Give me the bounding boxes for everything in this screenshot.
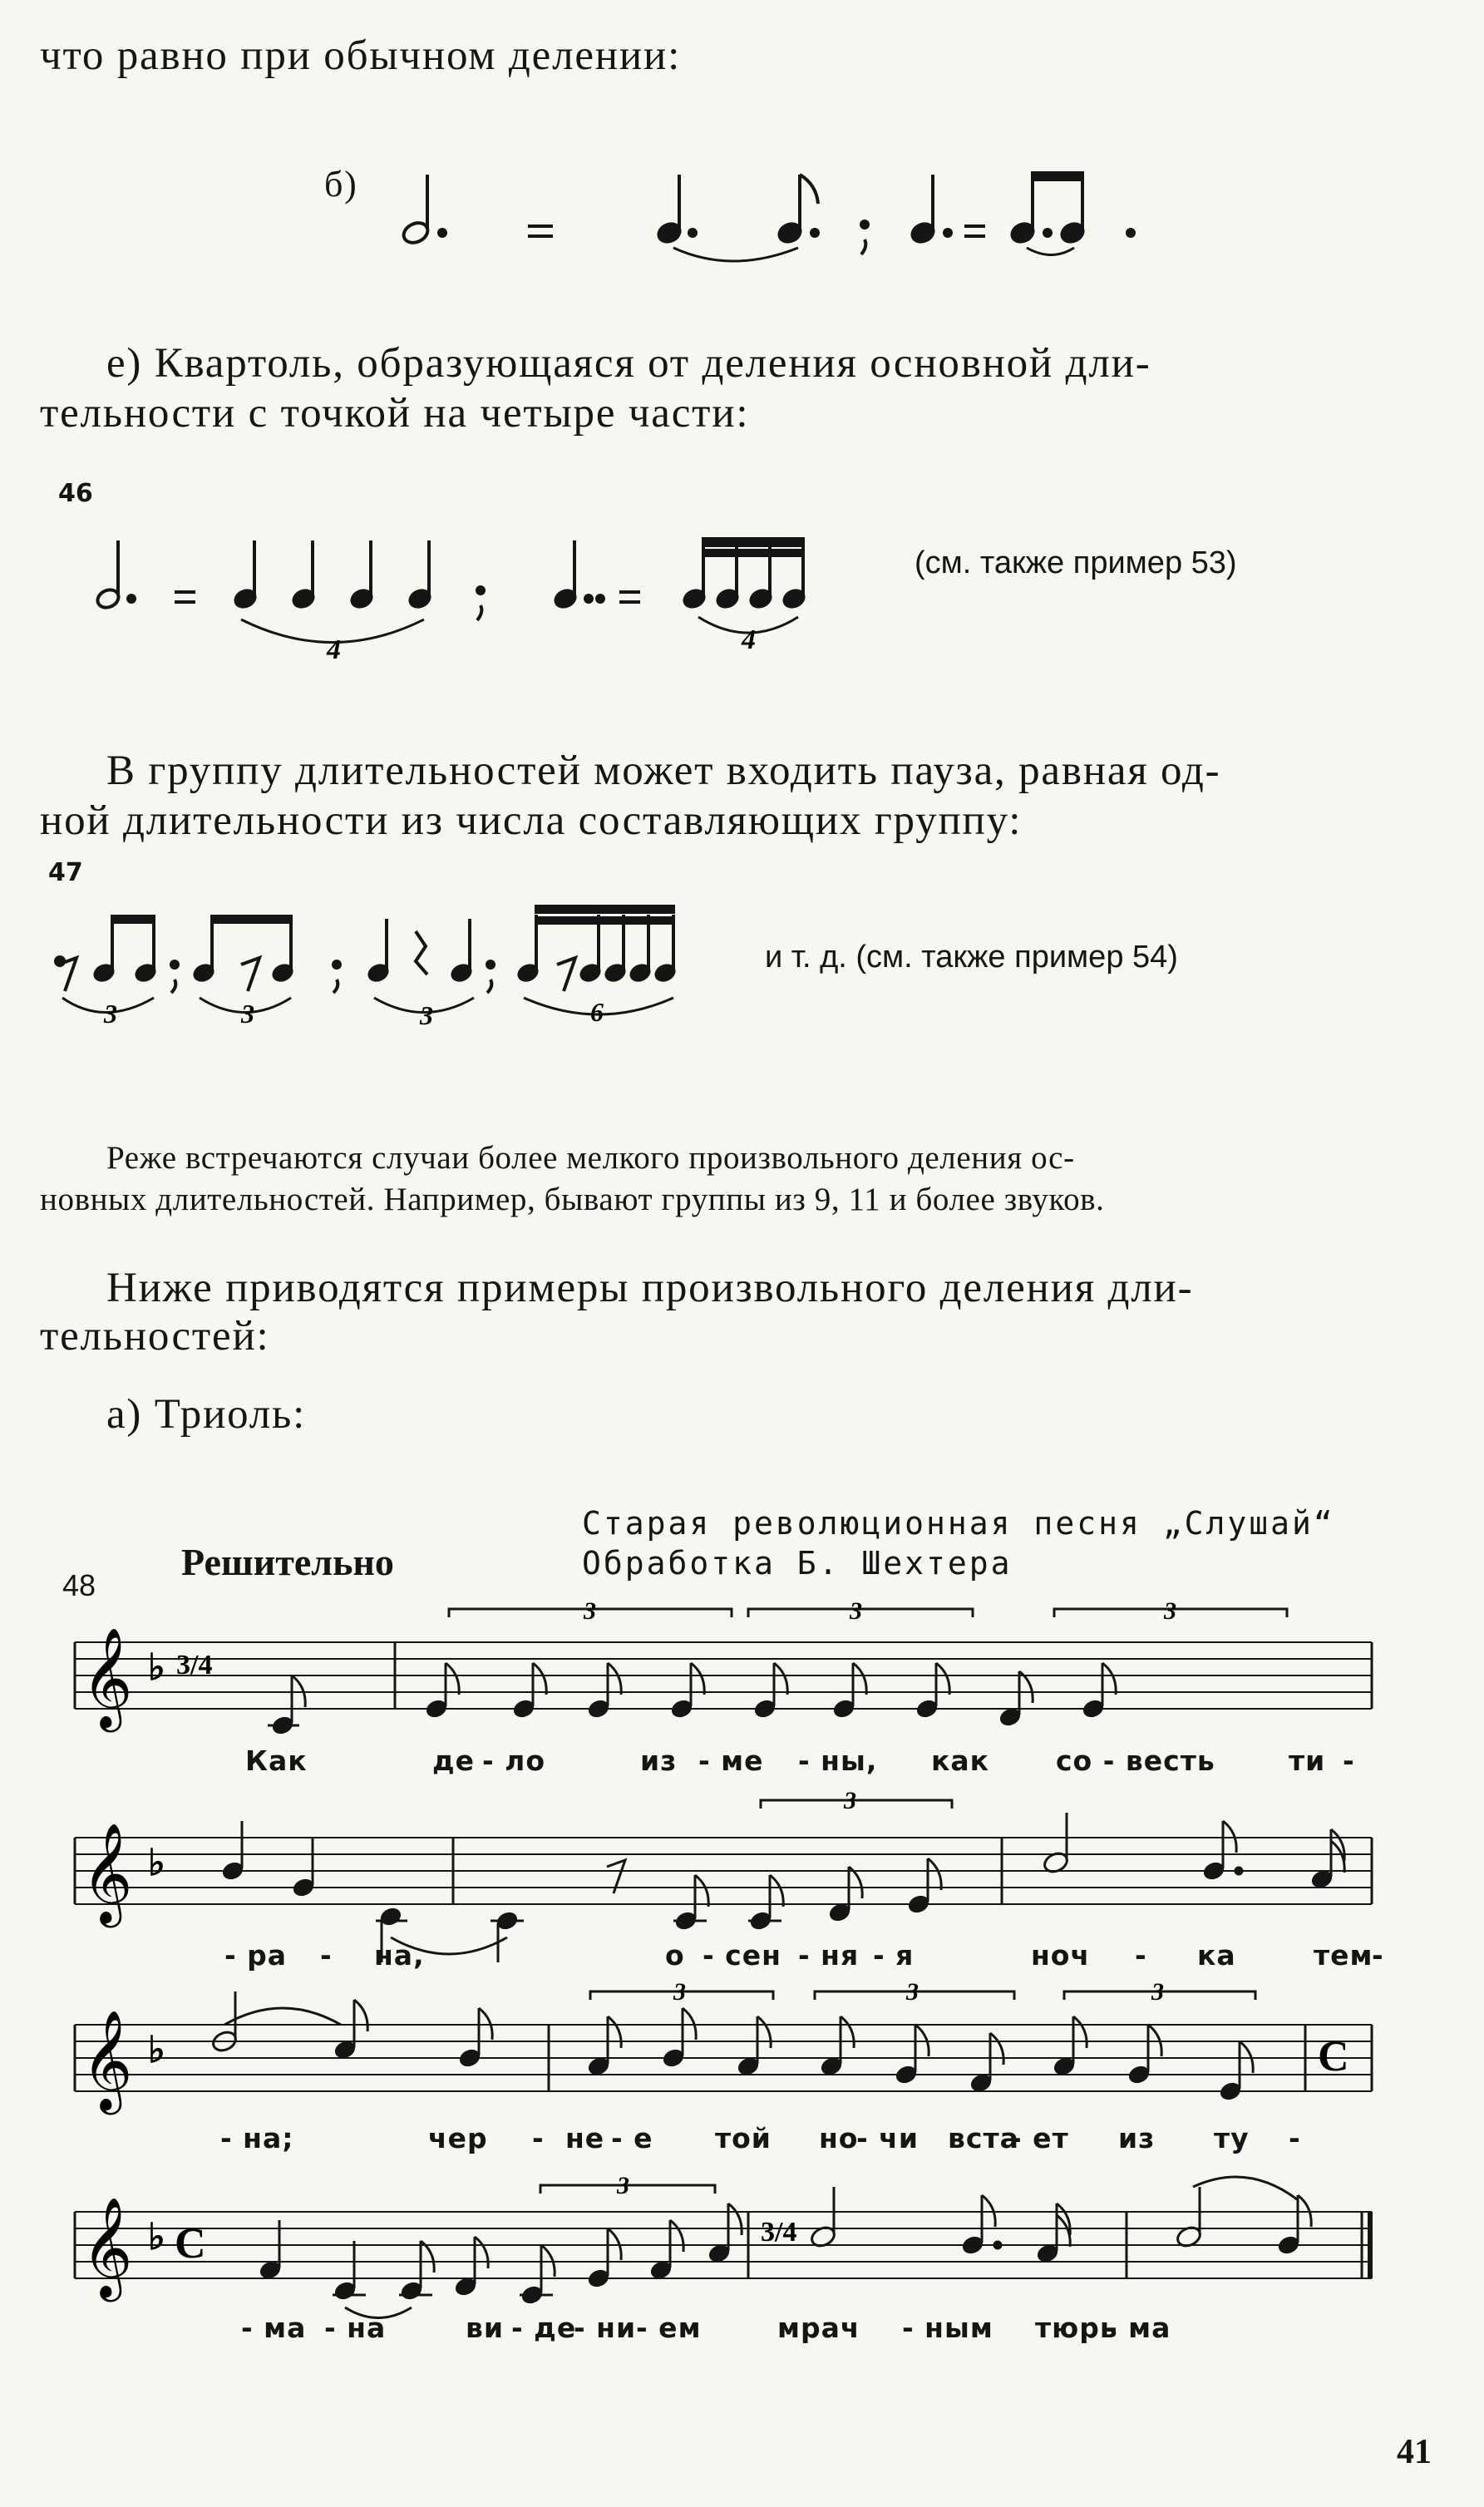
tuplet-3-c: 3	[420, 1000, 433, 1030]
lyric-3-7: - чи	[856, 2122, 919, 2154]
triplet-heading: а) Триоль:	[106, 1391, 307, 1438]
lyric-1-3: из	[640, 1745, 678, 1777]
lyric-1-2: - ло	[482, 1745, 546, 1777]
notation-46	[83, 516, 915, 665]
lyric-1-6: как	[931, 1745, 990, 1777]
svg-text:3: 3	[1151, 1978, 1164, 2006]
page-number: 41	[1397, 2433, 1432, 2471]
svg-text:♭: ♭	[148, 1843, 165, 1883]
lyric-3-5: той	[715, 2122, 772, 2154]
tuplet-6: 6	[590, 997, 604, 1027]
lyric-3-3: не	[565, 2122, 605, 2154]
lyric-1-7: со - весть	[1056, 1745, 1215, 1777]
svg-text:♭: ♭	[148, 2217, 165, 2258]
small-para-line2: новных длительностей. Например, бывают группы из 9, 11 и более звуков.	[40, 1182, 1105, 1217]
lyric-3-8: вста	[948, 2122, 1019, 2154]
small-para-line1: Реже встречаются случаи более мелкого произвольного деления ос-	[106, 1140, 1075, 1176]
lyric-4-1: - на	[324, 2312, 387, 2344]
lyric-1-1: де	[432, 1745, 476, 1777]
lyric-1-9: -	[1343, 1745, 1355, 1777]
svg-text:3: 3	[617, 2172, 629, 2199]
lyric-3-2: -	[532, 2122, 545, 2154]
para-pause-line2: ной длительности из числа составляющих группу:	[40, 797, 1023, 844]
lyric-2-5: - ня	[798, 1939, 860, 1972]
lyric-2-3: о	[665, 1939, 685, 1972]
lyric-1-0: Как	[245, 1745, 308, 1777]
lyric-3-11: ту	[1214, 2122, 1250, 2154]
lyric-2-11: -	[1372, 1939, 1384, 1972]
svg-text:3: 3	[1164, 1601, 1176, 1625]
svg-text:3: 3	[906, 1978, 919, 2006]
intro-line: что равно при обычном делении:	[40, 32, 682, 79]
lyric-4-4: - ни	[574, 2312, 637, 2344]
lyric-4-9: - ма	[1106, 2312, 1171, 2344]
para-below-line2: тельностей:	[40, 1313, 270, 1360]
staff-system-1	[58, 1601, 1405, 1767]
lyric-3-9: - ет	[1010, 2122, 1069, 2154]
svg-text:C: C	[1318, 2033, 1349, 2080]
example-number-46: 46	[58, 479, 93, 508]
staff-system-2	[58, 1788, 1405, 1962]
example-number-48: 48	[62, 1568, 96, 1602]
lyric-2-4: - сен	[703, 1939, 781, 1972]
lyric-3-6: но	[819, 2122, 859, 2154]
svg-text:𝄞: 𝄞	[81, 1826, 133, 1922]
lyric-4-3: - де	[511, 2312, 577, 2344]
time-sig-top: 3/4	[176, 1650, 213, 1680]
lyric-4-6: мрач	[777, 2312, 860, 2344]
svg-text:3: 3	[584, 1601, 596, 1625]
treble-clef: 𝄞	[81, 1631, 133, 1726]
para-below-line1: Ниже приводятся примеры произвольного деления дли-	[106, 1265, 1194, 1311]
svg-text:♭: ♭	[148, 2030, 165, 2070]
lyric-1-8: ти	[1289, 1745, 1326, 1777]
lyric-3-10: из	[1118, 2122, 1156, 2154]
tuplet-4-a: 4	[327, 634, 341, 665]
tempo-marking: Решительно	[181, 1541, 394, 1583]
lyric-3-4: - е	[611, 2122, 653, 2154]
song-title: Старая революционная песня „Слушай“	[582, 1505, 1335, 1542]
lyric-2-0: - ра	[224, 1939, 288, 1972]
lyric-2-9: ка	[1197, 1939, 1236, 1972]
lyric-3-0: - на;	[220, 2122, 294, 2154]
notation-b	[382, 166, 1214, 299]
flat-sign: ♭	[148, 1647, 165, 1688]
svg-text:𝄞: 𝄞	[81, 2013, 133, 2109]
lyric-4-5: - ем	[636, 2312, 702, 2344]
label-b: б)	[324, 164, 358, 205]
svg-text:3: 3	[844, 1788, 856, 1814]
lyric-2-10: тем	[1314, 1939, 1373, 1972]
lyric-2-2: на,	[374, 1939, 425, 1972]
svg-text:C: C	[175, 2220, 206, 2268]
svg-text:3: 3	[850, 1601, 862, 1625]
notation-47	[42, 881, 790, 1048]
svg-text:𝄞: 𝄞	[81, 2200, 133, 2296]
lyric-4-0: - ма	[241, 2312, 307, 2344]
lyric-2-8: -	[1135, 1939, 1147, 1972]
ex46-reference: (см. также пример 53)	[915, 545, 1237, 580]
para-e-line2: тельности с точкой на четыре части:	[40, 390, 750, 437]
lyric-4-7: - ным	[902, 2312, 993, 2344]
staff-system-4	[58, 2162, 1405, 2337]
para-pause-line1: В группу длительностей может входить пауза, равная од-	[106, 748, 1221, 794]
lyric-2-1: -	[320, 1939, 333, 1972]
svg-text:3/4: 3/4	[761, 2217, 797, 2248]
example-number-47: 47	[48, 858, 83, 887]
lyric-1-5: - ны,	[798, 1745, 878, 1777]
tuplet-3-a: 3	[104, 999, 117, 1029]
lyric-2-6: - я	[873, 1939, 915, 1972]
lyric-3-1: чер	[428, 2122, 488, 2154]
lyric-2-7: ноч	[1031, 1939, 1091, 1972]
ex47-reference: и т. д. (см. также пример 54)	[765, 940, 1178, 975]
arranger: Обработка Б. Шехтера	[582, 1545, 1013, 1582]
lyric-3-12: -	[1289, 2122, 1301, 2154]
tuplet-4-b: 4	[742, 624, 756, 655]
lyric-4-8: тюрь	[1035, 2312, 1118, 2344]
para-e-line1: е) Квартоль, образующаяся от деления основной дли-	[106, 340, 1151, 387]
lyric-1-4: - ме	[698, 1745, 764, 1777]
svg-text:3: 3	[673, 1978, 686, 2006]
tuplet-3-b: 3	[241, 999, 254, 1029]
lyric-4-2: ви	[466, 2312, 505, 2344]
